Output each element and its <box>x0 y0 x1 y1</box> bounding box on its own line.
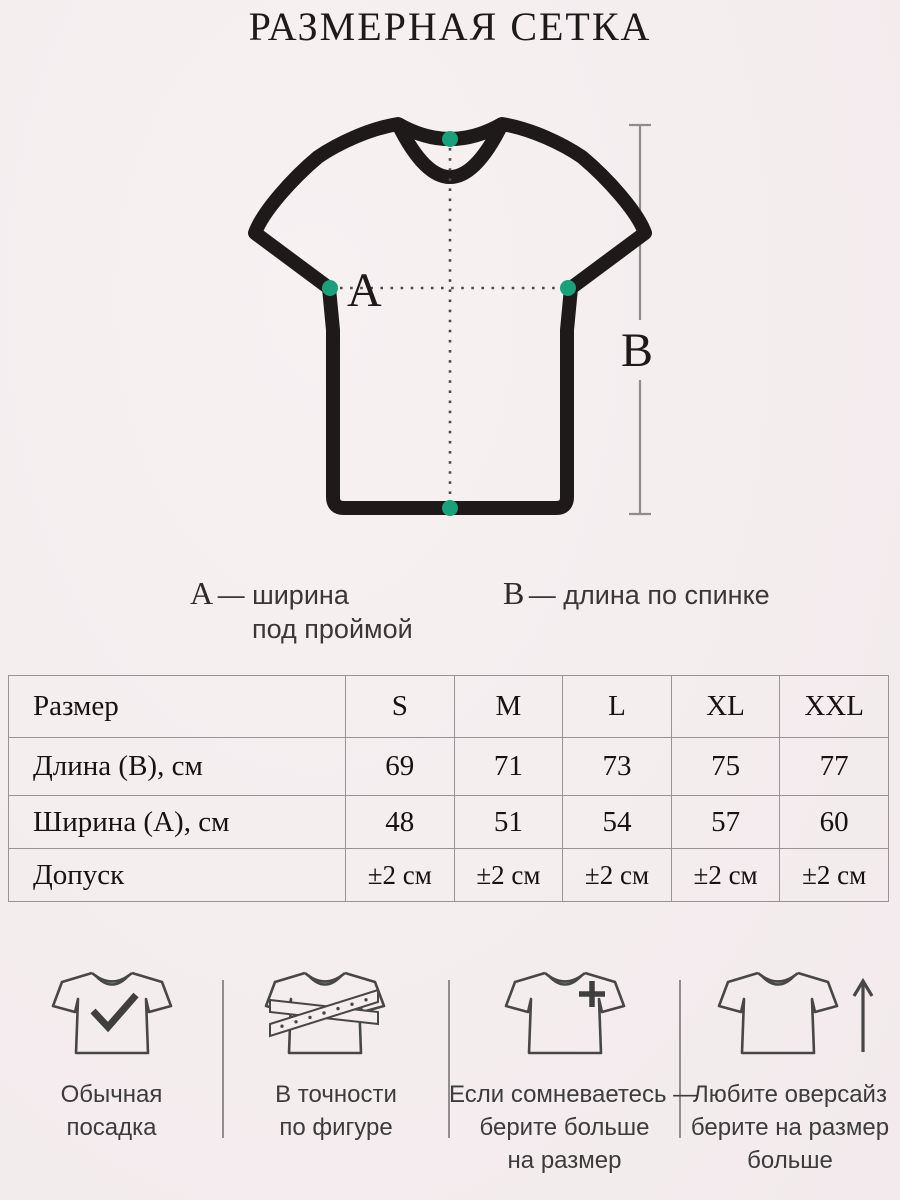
caption-line: берите на размер <box>690 1114 890 1141</box>
caption-line: на размер <box>507 1147 622 1174</box>
size-col-xl: XL <box>671 676 780 738</box>
table-row <box>9 849 889 902</box>
diagram-label-b: В <box>621 324 654 377</box>
legend-a-line2: под проймой <box>252 614 413 644</box>
guide-caption-exact <box>223 1078 449 1144</box>
caption-line: по фигуре <box>279 1114 393 1141</box>
legend-b-line <box>503 575 770 612</box>
length-xxl: 77 <box>780 738 889 796</box>
width-xl: 57 <box>671 796 780 849</box>
width-xxl: 60 <box>780 796 889 849</box>
caption-line: Обычная <box>60 1081 163 1108</box>
guide-caption-doubt <box>449 1078 698 1177</box>
size-table <box>8 675 889 902</box>
diagram-label-a: А <box>347 264 382 317</box>
width-l: 54 <box>563 796 672 849</box>
caption-line: В точности <box>275 1081 397 1108</box>
page-title: РАЗМЕРНАЯ СЕТКА <box>248 4 652 49</box>
guide-caption-oversize <box>680 1078 900 1177</box>
tshirt-plus-icon <box>500 964 630 1064</box>
caption-line: Любите оверсайз <box>693 1081 887 1108</box>
caption-line: берите больше <box>479 1114 650 1141</box>
length-l: 73 <box>563 738 672 796</box>
size-col-xxl: XXL <box>780 676 889 738</box>
legend-a-letter: А <box>190 575 214 611</box>
marker-armpit-left <box>322 280 338 296</box>
tshirt-arrow-icon <box>713 964 878 1064</box>
caption-line: больше <box>747 1147 833 1174</box>
size-col-l: L <box>563 676 672 738</box>
legend-b-text: — длина по спинке <box>528 580 770 610</box>
table-header-label: Размер <box>9 676 346 738</box>
tolerance-m: ±2 см <box>454 849 563 902</box>
arrow-up-icon <box>854 981 872 1052</box>
legend-b-letter: В <box>503 575 525 611</box>
tolerance-s: ±2 см <box>346 849 455 902</box>
legend-a-text: — ширина <box>217 580 349 610</box>
length-s: 69 <box>346 738 455 796</box>
width-m: 51 <box>454 796 563 849</box>
tshirt-outline-icon <box>255 124 645 508</box>
marker-neck <box>442 131 458 147</box>
caption-line: посадка <box>66 1114 157 1141</box>
table-row <box>9 738 889 796</box>
length-m: 71 <box>454 738 563 796</box>
tolerance-xl: ±2 см <box>671 849 780 902</box>
legend-a-line1 <box>190 575 349 612</box>
check-icon <box>93 995 136 1027</box>
marker-armpit-right <box>560 280 576 296</box>
measuring-tape-icon <box>270 990 378 1036</box>
tshirt-check-icon <box>47 964 177 1064</box>
guide-caption-regular <box>0 1078 223 1144</box>
table-row <box>9 796 889 849</box>
marker-hem <box>442 500 458 516</box>
caption-line: Если сомневаетесь — <box>449 1081 698 1108</box>
tshirt-measurement-diagram <box>0 100 900 545</box>
size-col-m: M <box>454 676 563 738</box>
measure-line-b <box>629 125 651 514</box>
tolerance-xxl: ±2 см <box>780 849 889 902</box>
tshirt-tape-icon <box>260 964 390 1064</box>
row-tolerance-label: Допуск <box>9 849 346 902</box>
table-header-row <box>9 676 889 738</box>
width-s: 48 <box>346 796 455 849</box>
length-xl: 75 <box>671 738 780 796</box>
size-col-s: S <box>346 676 455 738</box>
row-width-label: Ширина (А), см <box>9 796 346 849</box>
row-length-label: Длина (В), см <box>9 738 346 796</box>
dotted-guide-lines <box>340 148 558 502</box>
tolerance-l: ±2 см <box>563 849 672 902</box>
